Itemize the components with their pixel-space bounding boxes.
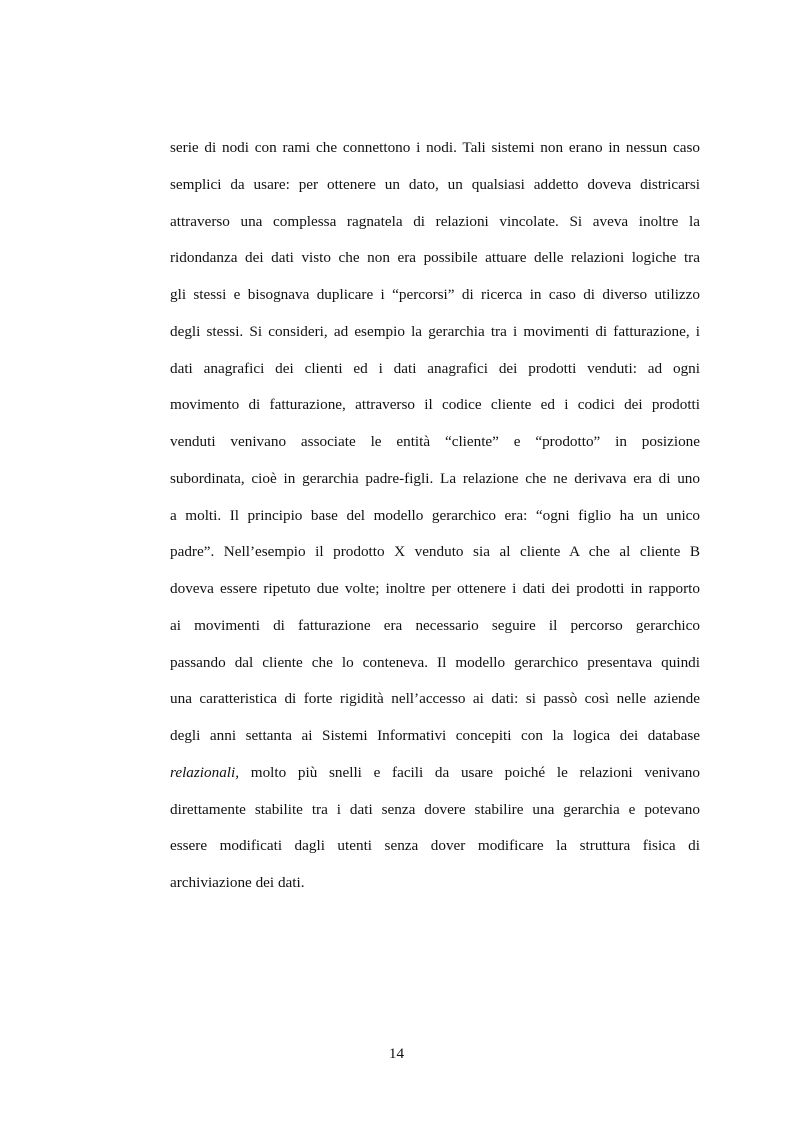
page-number: 14 xyxy=(388,1045,405,1062)
text-line: venduti venivano associate le entità “cliente” e “prodotto” in posizione xyxy=(170,433,700,450)
text-line: movimento di fatturazione, attraverso il codice cliente ed i codici dei prodotti xyxy=(170,396,700,414)
text-line: attraverso una complessa ragnatela di relazioni vincolate. Si aveva inoltre la xyxy=(170,212,700,230)
text-line: ai movimenti di fatturazione era necessario seguire il percorso gerarchico xyxy=(170,616,700,634)
text-line: ridondanza dei dati visto che non era possibile attuare delle relazioni logiche tra xyxy=(170,249,700,267)
text-line: degli anni settanta ai Sistemi Informativi concepiti con la logica dei database xyxy=(170,727,700,744)
text-line: una caratteristica di forte rigidità nell’accesso ai dati: si passò così nelle aziende xyxy=(170,690,700,708)
text-line: a molti. Il principio base del modello gerarchico era: “ogni figlio ha un unico xyxy=(170,506,700,524)
text-line: semplici da usare: per ottenere un dato, un qualsiasi addetto doveva districarsi xyxy=(170,175,700,193)
italic-term: relazionali xyxy=(170,763,236,781)
body-paragraph xyxy=(170,130,700,902)
text-line: degli stessi. Si consideri, ad esempio la gerarchia tra i movimenti di fatturazione, i xyxy=(170,322,700,340)
text-line: direttamente stabilite tra i dati senza dovere stabilire una gerarchia e potevano xyxy=(170,800,700,818)
text-line: dati anagrafici dei clienti ed i dati anagrafici dei prodotti venduti: ad ogni xyxy=(170,359,700,377)
text-line: archiviazione dei dati. xyxy=(170,874,305,891)
text-line: essere modificati dagli utenti senza dover modificare la struttura fisica di xyxy=(170,837,700,855)
text-line: padre”. Nell’esempio il prodotto X venduto sia al cliente A che al cliente B xyxy=(170,543,700,561)
text-line: passando dal cliente che lo conteneva. Il modello gerarchico presentava quindi xyxy=(170,653,700,671)
text-line xyxy=(170,755,700,792)
text-line-rest: , molto più snelli e facili da usare poiché le relazioni venivano xyxy=(235,763,700,781)
text-line: serie di nodi con rami che connettono i nodi. Tali sistemi non erano in nessun caso xyxy=(170,139,700,156)
text-line: doveva essere ripetuto due volte; inoltre per ottenere i dati dei prodotti in rapporto xyxy=(170,580,700,597)
text-line: gli stessi e bisognava duplicare i “percorsi” di ricerca in caso di diverso utilizzo xyxy=(170,286,700,303)
text-line: subordinata, cioè in gerarchia padre-figli. La relazione che ne derivava era di uno xyxy=(170,469,700,487)
